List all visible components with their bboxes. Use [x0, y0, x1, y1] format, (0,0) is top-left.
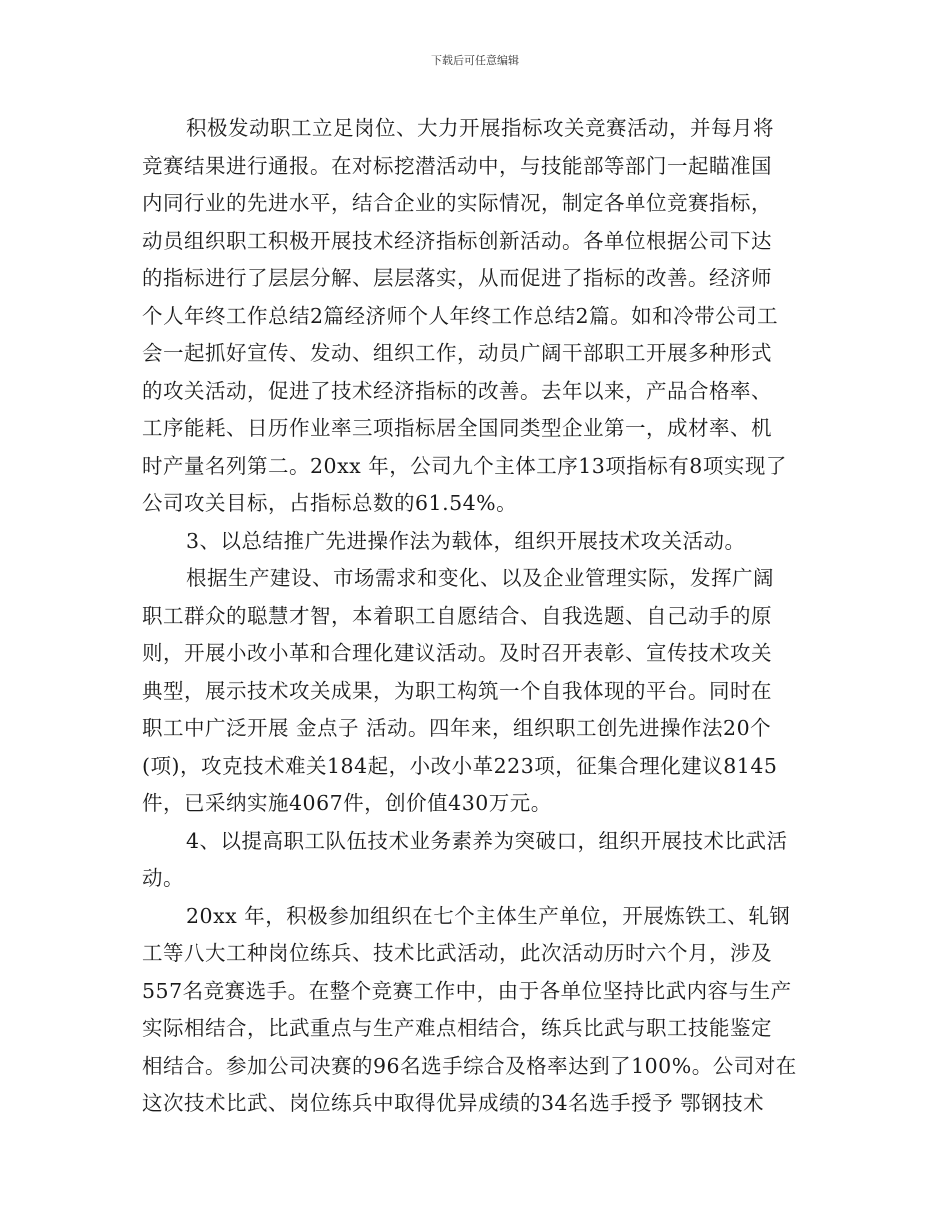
text-line: 相结合。参加公司决赛的96名选手综合及格率达到了100%。公司对在: [142, 1053, 797, 1078]
text-line: 公司攻关目标，占指标总数的61.54%。: [142, 491, 518, 515]
text-line: 的攻关活动，促进了技术经济指标的改善。去年以来，产品合格率、: [142, 378, 772, 403]
text-line: 工序能耗、日历作业率三项指标居全国同类型企业第一，成材率、机: [142, 416, 772, 440]
text-line: 件，已采纳实施4067件，创价值430万元。: [142, 791, 552, 815]
text-line: 动员组织职工积极开展技术经济指标创新活动。各单位根据公司下达: [142, 228, 772, 253]
text-line: 20xx 年，积极参加组织在七个主体生产单位，开展炼铁工、轧钢: [186, 903, 791, 928]
text-line: 这次技术比武、岗位练兵中取得优异成绩的34名选手授予 鄂钢技术: [142, 1091, 765, 1115]
text-line: 典型，展示技术攻关成果，为职工构筑一个自我体现的平台。同时在: [142, 678, 772, 703]
text-line: 的指标进行了层层分解、层层落实，从而促进了指标的改善。经济师: [142, 266, 772, 290]
text-line: (项)，攻克技术难关184起，小改小革223项，征集合理化建议8145: [142, 753, 778, 778]
text-line: 竞赛结果进行通报。在对标挖潜活动中，与技能部等部门一起瞄准国: [142, 153, 772, 178]
text-line: 动。: [142, 866, 184, 890]
page-header-note: 下载后可任意编辑: [431, 54, 519, 67]
text-line: 实际相结合，比武重点与生产难点相结合，练兵比武与职工技能鉴定: [142, 1016, 772, 1040]
text-line: 工等八大工种岗位练兵、技术比武活动，此次活动历时六个月，涉及: [142, 941, 772, 965]
text-line: 4、以提高职工队伍技术业务素养为突破口，组织开展技术比武活: [186, 828, 788, 853]
text-line: 3、以总结推广先进操作法为载体，组织开展技术攻关活动。: [186, 528, 746, 553]
text-line: 个人年终工作总结2篇经济师个人年终工作总结2篇。如和冷带公司工: [142, 303, 779, 328]
text-line: 557名竞赛选手。在整个竞赛工作中，由于各单位坚持比武内容与生产: [142, 978, 792, 1003]
text-line: 职工中广泛开展 金点子 活动。四年来，组织职工创先进操作法20个: [142, 716, 772, 740]
text-line: 积极发动职工立足岗位、大力开展指标攻关竞赛活动，并每月将: [186, 116, 774, 140]
document-body: [142, 110, 808, 1123]
text-line: 时产量名列第二。20xx 年，公司九个主体工序13项指标有8项实现了: [142, 453, 787, 478]
text-line: 内同行业的先进水平，结合企业的实际情况，制定各单位竞赛指标，: [142, 191, 772, 215]
text-line: 职工群众的聪慧才智，本着职工自愿结合、自我选题、自己动手的原: [142, 603, 772, 628]
text-line: 会一起抓好宣传、发动、组织工作，动员广阔干部职工开展多种形式: [142, 341, 772, 365]
text-line: 则，开展小改小革和合理化建议活动。及时召开表彰、宣传技术攻关: [142, 641, 772, 665]
text-line: 根据生产建设、市场需求和变化、以及企业管理实际，发挥广阔: [186, 566, 774, 590]
